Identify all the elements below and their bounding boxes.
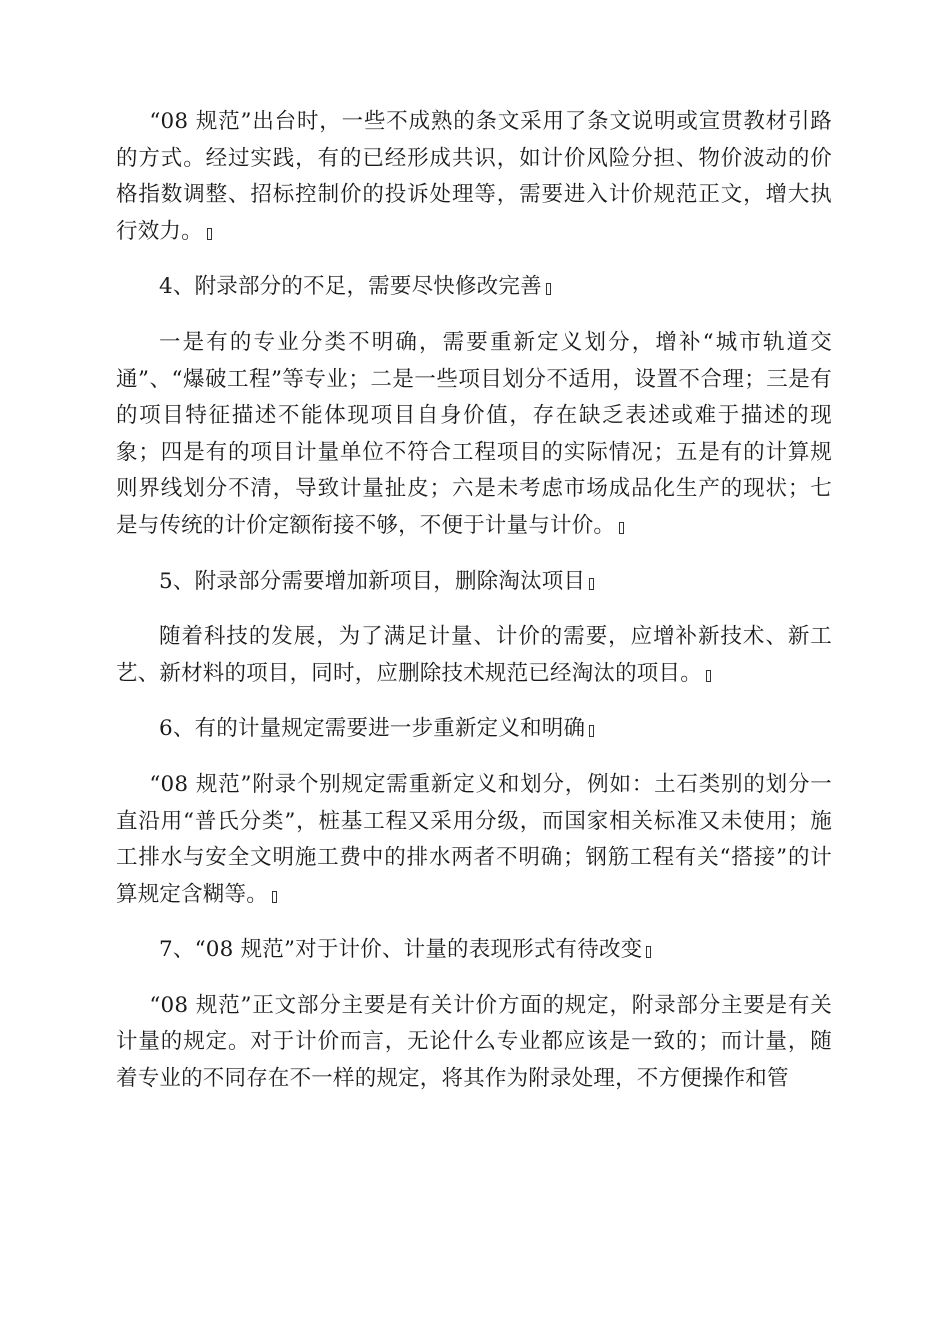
document-page (116, 104, 832, 1117)
paragraph-text: 一是有的专业分类不明确，需要重新定义划分，增补“城市轨道交通”、“爆破工程”等专业；二是一些项目划分不适用，设置不合理；三是有的项目特征描述不能体现项目自身价值，存在缺乏表述或难于描述的现象；四是有的项目计量单位不符合工程项目的实际情况；五是有的计算规则界线划分不清，导致计量扯皮；六是未考虑市场成品化生产的现状；七是与传统的计价定额衔接不够，不便于计量与计价。 (116, 329, 832, 538)
paragraph-end-mark (272, 891, 277, 903)
paragraph-end-mark (589, 725, 594, 737)
paragraph-end-mark (646, 946, 651, 958)
paragraph-end-mark (546, 283, 551, 295)
heading-text: 7、“08 规范”对于计价、计量的表现形式有待改变 (159, 937, 643, 963)
heading-appendix-new-items (116, 564, 832, 601)
paragraph-text: “08 规范”出台时，一些不成熟的条文采用了条文说明或宣贯教材引路的方式。经过实践，有的已经形成共识，如计价风险分担、物价波动的价格指数调整、招标控制价的投诉处理等，需要进入计价规范正文，增大执行效力。 (116, 109, 832, 244)
heading-appendix-deficiency (116, 269, 832, 306)
paragraph-text: “08 规范”正文部分主要是有关计价方面的规定，附录部分主要是有关计量的规定。对于计价而言，无论什么专业都应该是一致的；而计量，随着专业的不同存在不一样的规定，将其作为附录处理，不方便操作和管 (116, 992, 832, 1092)
heading-text: 6、有的计量规定需要进一步重新定义和明确 (159, 716, 586, 742)
paragraph-end-mark (619, 522, 624, 534)
heading-presentation-form (116, 932, 832, 969)
paragraph-end-mark (706, 670, 711, 682)
paragraph-main-vs-appendix (116, 988, 832, 1098)
paragraph-text: 随着科技的发展，为了满足计量、计价的需要，应增补新技术、新工艺、新材料的项目，同时，应删除技术规范已经淘汰的项目。 (116, 624, 832, 686)
paragraph-appendix-issues (116, 325, 832, 545)
heading-text: 5、附录部分需要增加新项目，删除淘汰项目 (159, 568, 586, 594)
paragraph-text: “08 规范”附录个别规定需重新定义和划分，例如：土石类别的划分一直沿用“普氏分类”，桩基工程又采用分级，而国家相关标准又未使用；施工排水与安全文明施工费中的排水两者不明确；钢筋工程有关“搭接”的计算规定含糊等。 (116, 771, 832, 907)
paragraph-end-mark (207, 228, 212, 240)
paragraph-end-mark (589, 578, 594, 590)
heading-text: 4、附录部分的不足，需要尽快修改完善 (159, 274, 542, 300)
paragraph-tech-development (116, 619, 832, 692)
heading-measurement-rules (116, 711, 832, 748)
paragraph-08-spec-intro (116, 104, 832, 250)
paragraph-appendix-redefine (116, 767, 832, 913)
